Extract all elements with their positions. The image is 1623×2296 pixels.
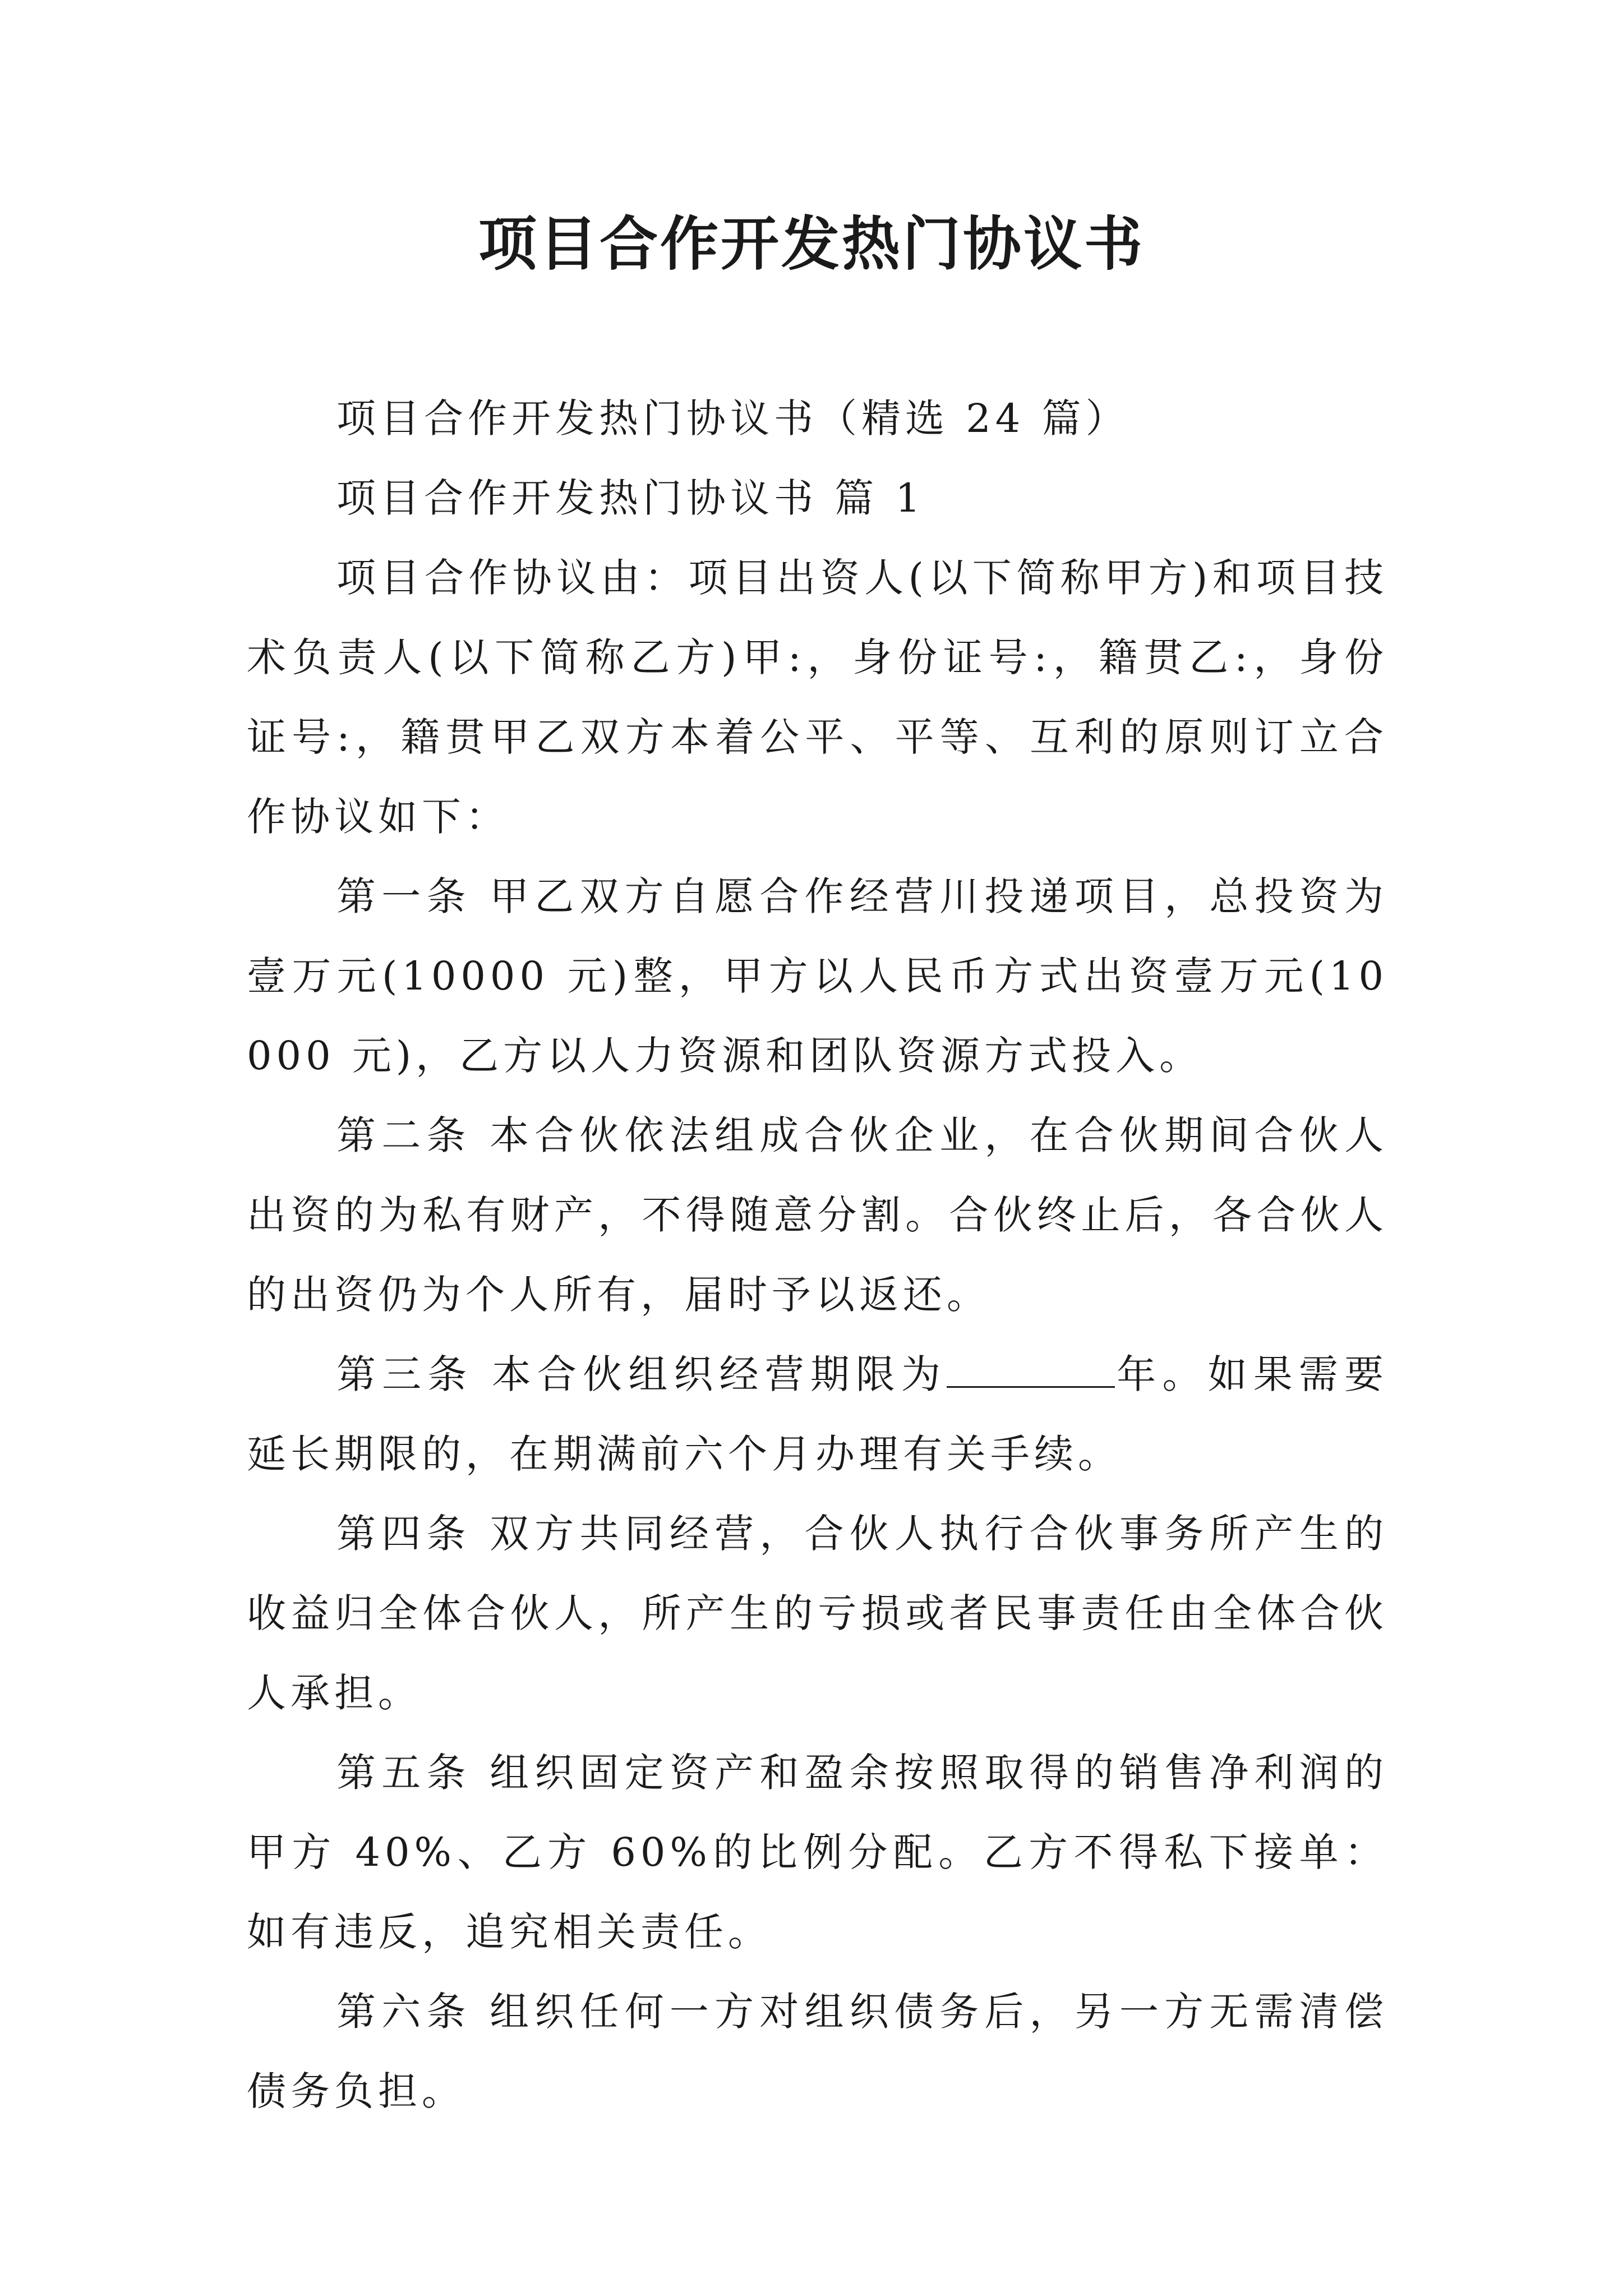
section-heading: 项目合作开发热门协议书 篇 1 [336,475,925,521]
article-6: 第六条 组织任何一方对组织债务后，另一方无需清偿债务负担。 [247,1989,1388,2114]
article-3-text-before: 第三条 本合伙组织经营期限为 [336,1351,947,1397]
document-title: 项目合作开发热门协议书 [478,209,1145,278]
article-3-text-after: 年。如果需要延长期限的，在期满前六个月办理有关手续。 [247,1351,1388,1477]
document-subtitle: 项目合作开发热门协议书（精选 24 篇） [336,395,1129,441]
article-4: 第四条 双方共同经营，合伙人执行合伙事务所产生的收益归全体合伙人，所产生的亏损或者民事责任由全体合伙人承担。 [247,1511,1388,1716]
article-1: 第一条 甲乙双方自愿合作经营川投递项目，总投资为壹万元(10000 元)整，甲方以人民币方式出资壹万元(10000 元)，乙方以人力资源和团队资源方式投入。 [247,873,1388,1079]
article-2: 第二条 本合伙依法组成合伙企业，在合伙期间合伙人出资的为私有财产，不得随意分割。合伙终止后，各合伙人的出资仍为个人所有，届时予以返还。 [247,1112,1388,1318]
term-blank-line [947,1352,1115,1388]
article-3 [247,1335,1388,1494]
document-body [247,379,1388,2131]
article-5: 第五条 组织固定资产和盈余按照取得的销售净利润的甲方 40%、乙方 60%的比例分配。乙方不得私下接单：如有违反，追究相关责任。 [247,1750,1388,1955]
intro-paragraph: 项目合作协议由：项目出资人(以下简称甲方)和项目技术负责人(以下简称乙方)甲:，身份证号:，籍贯乙:，身份证号:，籍贯甲乙双方本着公平、平等、互利的原则订立合作协议如下： [247,555,1388,840]
